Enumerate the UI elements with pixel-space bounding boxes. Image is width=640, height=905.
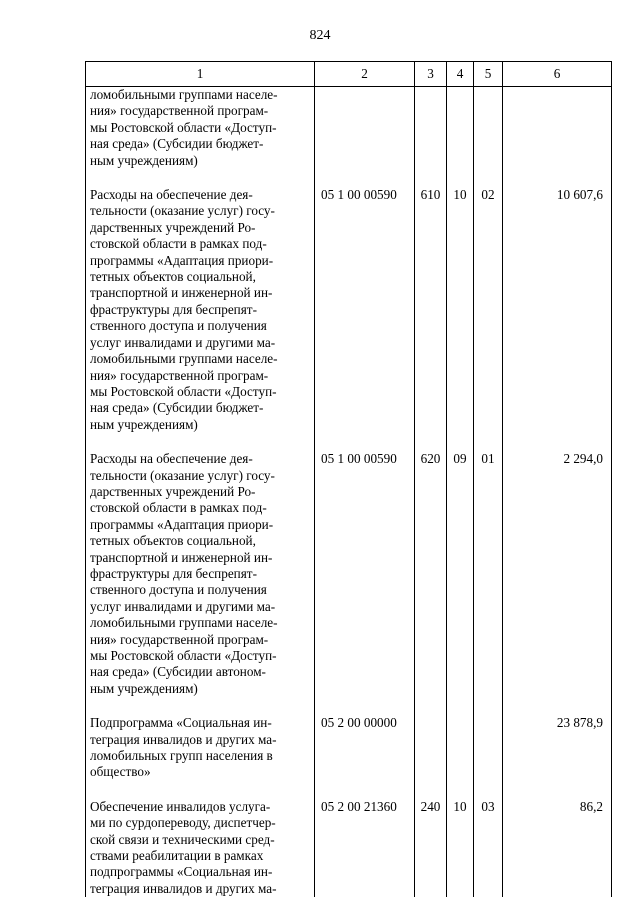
- row-description: [86, 87, 315, 170]
- desc-line: теграция инвалидов и других ма-: [90, 880, 277, 896]
- desc-line: тельности (оказание услуг) госу-: [90, 203, 275, 219]
- desc-line: мы Ростовской области «Доступ-: [90, 383, 277, 399]
- desc-line: программы «Адаптация приори-: [90, 252, 274, 268]
- desc-line: ственного доступа и получения: [90, 582, 267, 598]
- desc-line: подпрограммы «Социальная ин-: [90, 864, 273, 880]
- desc-line: ния» государственной програм-: [90, 631, 269, 647]
- table-row: [86, 87, 612, 170]
- desc-line: услуг инвалидами и другими ма-: [90, 598, 276, 614]
- desc-line: программы «Адаптация приори-: [90, 516, 274, 532]
- desc-line: Расходы на обеспечение дея-: [90, 187, 253, 203]
- desc-line: ная среда» (Субсидии бюджет-: [90, 136, 264, 152]
- desc-line: транспортной и инженерной ин-: [90, 549, 273, 565]
- desc-line: фраструктуры для беспрепят-: [90, 565, 257, 581]
- row-spacer: [86, 697, 612, 715]
- row-spacer: [86, 781, 612, 799]
- row-description: [86, 799, 315, 897]
- desc-line: ния» государственной програм-: [90, 103, 269, 119]
- desc-line: ской связи и техническими сред-: [90, 831, 275, 847]
- row-col4: 09: [447, 451, 474, 697]
- page-number: 824: [309, 28, 331, 43]
- desc-line: тетных объектов социальной,: [90, 269, 256, 285]
- table-row: [86, 451, 612, 697]
- desc-line: мы Ростовской области «Доступ-: [90, 119, 277, 135]
- row-col3: [415, 715, 447, 781]
- desc-line: фраструктуры для беспрепят-: [90, 301, 257, 317]
- desc-line: ломобильными группами населе-: [90, 351, 278, 367]
- desc-line: ственного доступа и получения: [90, 318, 267, 334]
- table-row: [86, 187, 612, 433]
- budget-table: [85, 61, 612, 897]
- row-col4: [447, 87, 474, 170]
- row-code: 05 1 00 00590: [315, 187, 415, 433]
- row-col4: 10: [447, 187, 474, 433]
- desc-line: ми по сурдопереводу, диспетчер-: [90, 815, 276, 831]
- col-header-1: 1: [86, 62, 315, 87]
- col-header-6: 6: [503, 62, 612, 87]
- table-header-row: [86, 62, 612, 87]
- desc-line: теграция инвалидов и других ма-: [90, 731, 277, 747]
- row-col3: 240: [415, 799, 447, 897]
- desc-line: дарственных учреждений Ро-: [90, 219, 256, 235]
- desc-line: ломобильными группами населе-: [90, 87, 278, 102]
- row-spacer: [86, 433, 612, 451]
- col-header-2: 2: [315, 62, 415, 87]
- desc-line: общество»: [90, 764, 151, 780]
- row-col5: 02: [474, 187, 503, 433]
- desc-line: ствами реабилитации в рамках: [90, 848, 264, 864]
- row-spacer: [86, 169, 612, 187]
- desc-line: мы Ростовской области «Доступ-: [90, 648, 277, 663]
- desc-line: стовской области в рамках под-: [90, 500, 267, 516]
- row-code: 05 2 00 00000: [315, 715, 415, 781]
- desc-line: ная среда» (Субсидии бюджет-: [90, 400, 264, 416]
- row-col5: 03: [474, 799, 503, 897]
- row-code: 05 1 00 00590: [315, 451, 415, 697]
- row-col3: 620: [415, 451, 447, 697]
- row-amount: 23 878,9: [503, 715, 612, 781]
- desc-line: транспортной и инженерной ин-: [90, 285, 273, 301]
- row-description: [86, 715, 315, 781]
- desc-line: ным учреждениям): [90, 152, 198, 168]
- row-description: [86, 187, 315, 433]
- desc-line: Обеспечение инвалидов услуга-: [90, 798, 271, 814]
- row-amount: [503, 87, 612, 170]
- desc-line: ная среда» (Субсидии автоном-: [90, 664, 266, 680]
- col-header-4: 4: [447, 62, 474, 87]
- row-col5: [474, 87, 503, 170]
- row-code: [315, 87, 415, 170]
- row-col4: 10: [447, 799, 474, 897]
- desc-line: дарственных учреждений Ро-: [90, 483, 256, 499]
- row-col3: [415, 87, 447, 170]
- desc-line: ния» государственной програм-: [90, 367, 269, 383]
- row-col5: 01: [474, 451, 503, 697]
- table-row: [86, 799, 612, 897]
- desc-line: Подпрограмма «Социальная ин-: [90, 715, 272, 731]
- table-row: [86, 715, 612, 781]
- row-amount: 2 294,0: [503, 451, 612, 697]
- row-code: 05 2 00 21360: [315, 799, 415, 897]
- desc-line: ломобильных групп населения в: [90, 748, 273, 764]
- desc-line: услуг инвалидами и другими ма-: [90, 334, 276, 350]
- row-col5: [474, 715, 503, 781]
- row-amount: 86,2: [503, 799, 612, 897]
- desc-line: Расходы на обеспечение дея-: [90, 451, 253, 467]
- row-col4: [447, 715, 474, 781]
- desc-line: ным учреждениям): [90, 416, 198, 432]
- col-header-5: 5: [474, 62, 503, 87]
- desc-line: стовской области в рамках под-: [90, 236, 267, 252]
- row-amount: 10 607,6: [503, 187, 612, 433]
- row-col3: 610: [415, 187, 447, 433]
- desc-line: ным учреждениям): [90, 680, 198, 696]
- col-header-3: 3: [415, 62, 447, 87]
- desc-line: тетных объектов социальной,: [90, 533, 256, 549]
- desc-line: ломобильными группами населе-: [90, 615, 278, 631]
- row-description: [86, 451, 315, 697]
- desc-line: тельности (оказание услуг) госу-: [90, 467, 275, 483]
